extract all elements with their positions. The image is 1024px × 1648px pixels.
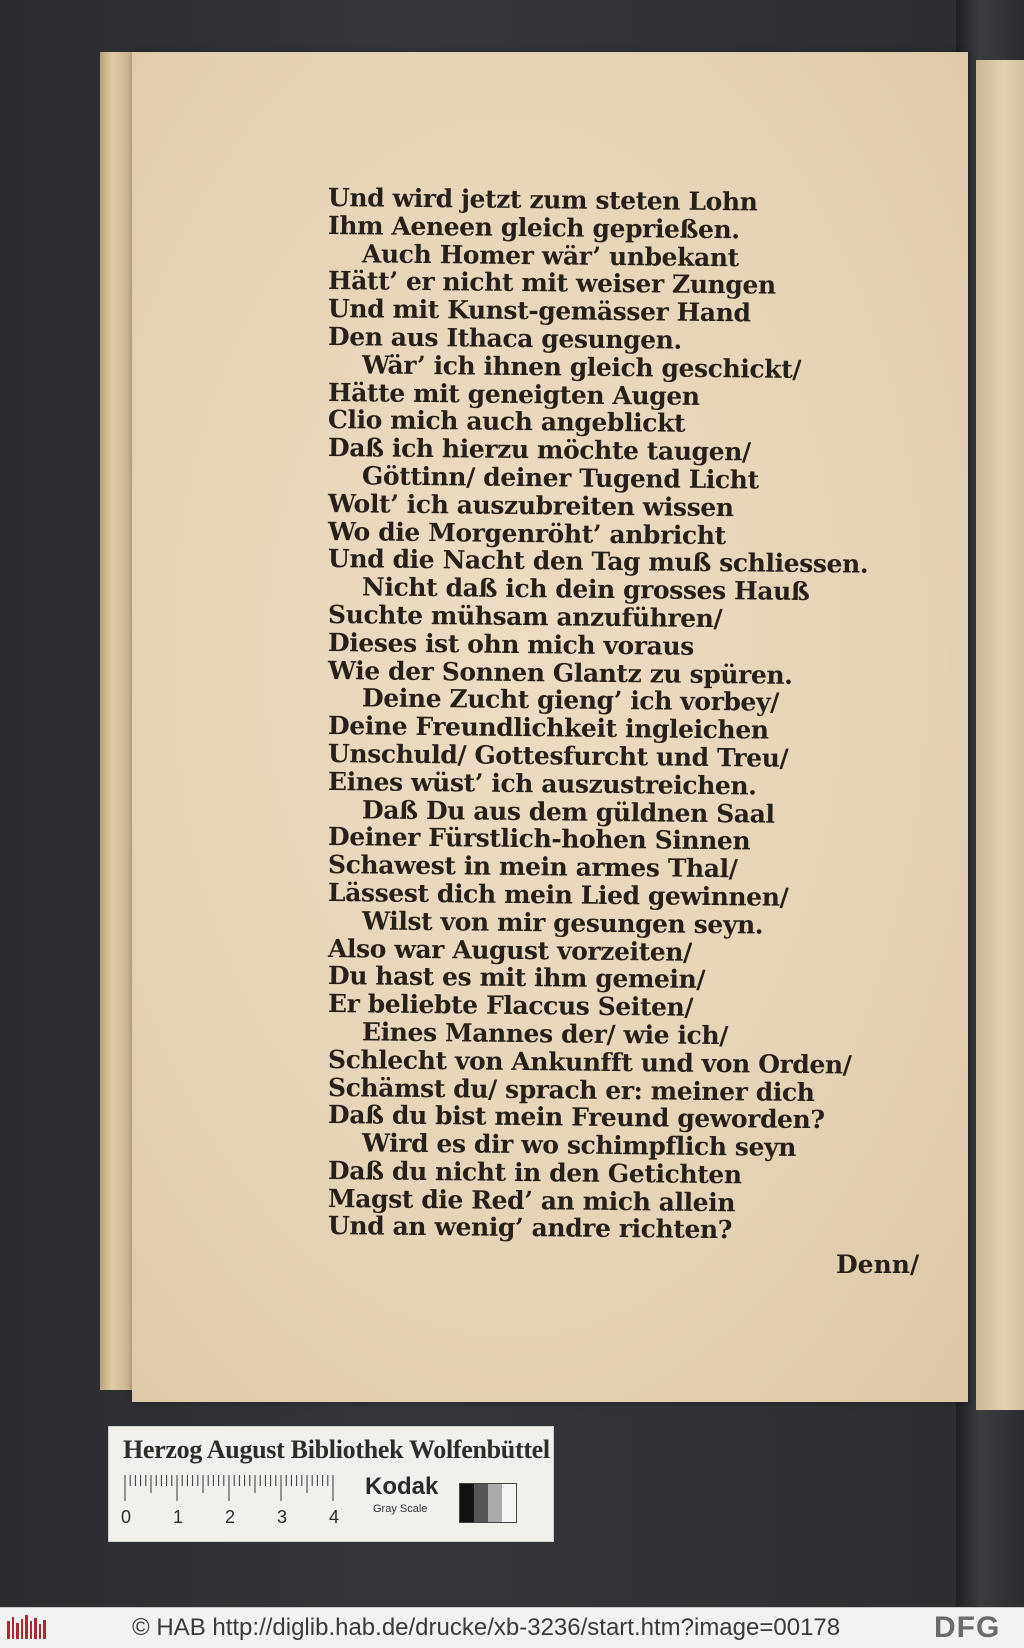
poem-line: Wolt’ ich auszubreiten wissen: [327, 488, 734, 523]
poem-line: Daß du nicht in den Getichten: [327, 1155, 742, 1190]
ruler-scale: [123, 1475, 345, 1503]
color-target-card: [108, 1426, 554, 1542]
poem-line: Suchte mühsam anzuführen/: [327, 599, 723, 634]
poem-line: Ihm Aeneen gleich geprießen.: [327, 210, 740, 245]
gray-patch: [474, 1484, 488, 1522]
poem-line: Deine Zucht gieng’ ich vorbey/: [361, 683, 780, 718]
catchword: Denn/: [836, 1250, 920, 1279]
poem-text: [327, 183, 869, 1245]
ruler-number: 4: [329, 1507, 340, 1527]
poem-line: Daß du bist mein Freund geworden?: [327, 1100, 825, 1135]
poem-line: Auch Homer wär’ unbekant: [361, 238, 739, 272]
poem-line: Eines wüst’ ich auszustreichen.: [327, 766, 757, 801]
gray-patch: [502, 1484, 516, 1522]
ruler-number: 2: [225, 1507, 236, 1527]
poem-line: Wie der Sonnen Glantz zu spüren.: [327, 655, 793, 690]
poem-line: Nicht daß ich dein grosses Hauß: [361, 572, 810, 607]
poem-line: Er beliebte Flaccus Seiten/: [327, 989, 694, 1022]
ruler-numbers: [121, 1507, 361, 1529]
poem-line: Deine Freundlichkeit ingleichen: [327, 711, 769, 745]
footer-credit-link[interactable]: © HAB http://diglib.hab.de/drucke/xb-3236/start.htm?image=00178: [132, 1614, 841, 1641]
poem-line: Clio mich auch angeblickt: [327, 405, 686, 439]
poem-line: Magst die Red’ an mich allein: [327, 1183, 736, 1217]
poem-line: Deiner Fürstlich-hohen Sinnen: [327, 822, 751, 856]
ruler-number: 0: [121, 1507, 132, 1527]
poem-line: Wär’ ich ihnen gleich geschickt/: [361, 350, 802, 384]
gray-patch: [460, 1484, 474, 1522]
hab-barcode-icon: [6, 1615, 48, 1641]
poem-line: Lässest dich mein Lied gewinnen/: [327, 877, 789, 912]
poem-line: Schlecht von Ankunfft und von Orden/: [327, 1044, 852, 1080]
poem-line: Daß ich hierzu möchte taugen/: [327, 433, 751, 467]
poem-line: Also war August vorzeiten/: [327, 933, 692, 967]
poem-line: Unschuld/ Gottesfurcht und Treu/: [327, 738, 789, 773]
poem-line: Dieses ist ohn mich voraus: [327, 627, 695, 661]
poem-line: Göttinn/ deiner Tugend Licht: [361, 461, 759, 495]
gray-scale-swatch: [459, 1483, 517, 1523]
poem-line: Und die Nacht den Tag muß schliessen.: [327, 544, 869, 580]
poem-line: Wird es dir wo schimpflich seyn: [361, 1128, 797, 1162]
poem-line: Daß Du aus dem güldnen Saal: [361, 794, 775, 829]
poem-line: Und wird jetzt zum steten Lohn: [327, 183, 758, 217]
poem-line: Eines Mannes der/ wie ich/: [361, 1017, 729, 1051]
poem-line: Wo die Morgenröht’ anbricht: [327, 516, 726, 550]
poem-line: Schawest in mein armes Thal/: [327, 850, 738, 884]
poem-line: Hätt’ er nicht mit weiser Zungen: [327, 266, 776, 301]
poem-line: Wilst von mir gesungen seyn.: [361, 906, 764, 940]
library-name: Herzog August Bibliothek Wolfenbüttel: [123, 1435, 550, 1464]
poem-line: Den aus Ithaca gesungen.: [327, 321, 682, 355]
poem-line: Schämst du/ sprach er: meiner dich: [327, 1072, 815, 1107]
gray-scale-label: Gray Scale: [373, 1503, 428, 1515]
gray-patch: [488, 1484, 502, 1522]
poem-line: Du hast es mit ihm gemein/: [327, 961, 706, 995]
ruler-number: 3: [277, 1507, 288, 1527]
dfg-logo: DFG: [934, 1611, 1001, 1644]
poem-line: Und mit Kunst-gemässer Hand: [327, 294, 751, 328]
facing-page-edge: [976, 60, 1024, 1410]
kodak-logo: Kodak: [365, 1473, 439, 1500]
ruler-number: 1: [173, 1507, 184, 1527]
poem-line: Und an wenig’ andre richten?: [327, 1211, 733, 1245]
footer-bar: [0, 1607, 1024, 1648]
poem-line: Hätte mit geneigten Augen: [327, 377, 700, 411]
